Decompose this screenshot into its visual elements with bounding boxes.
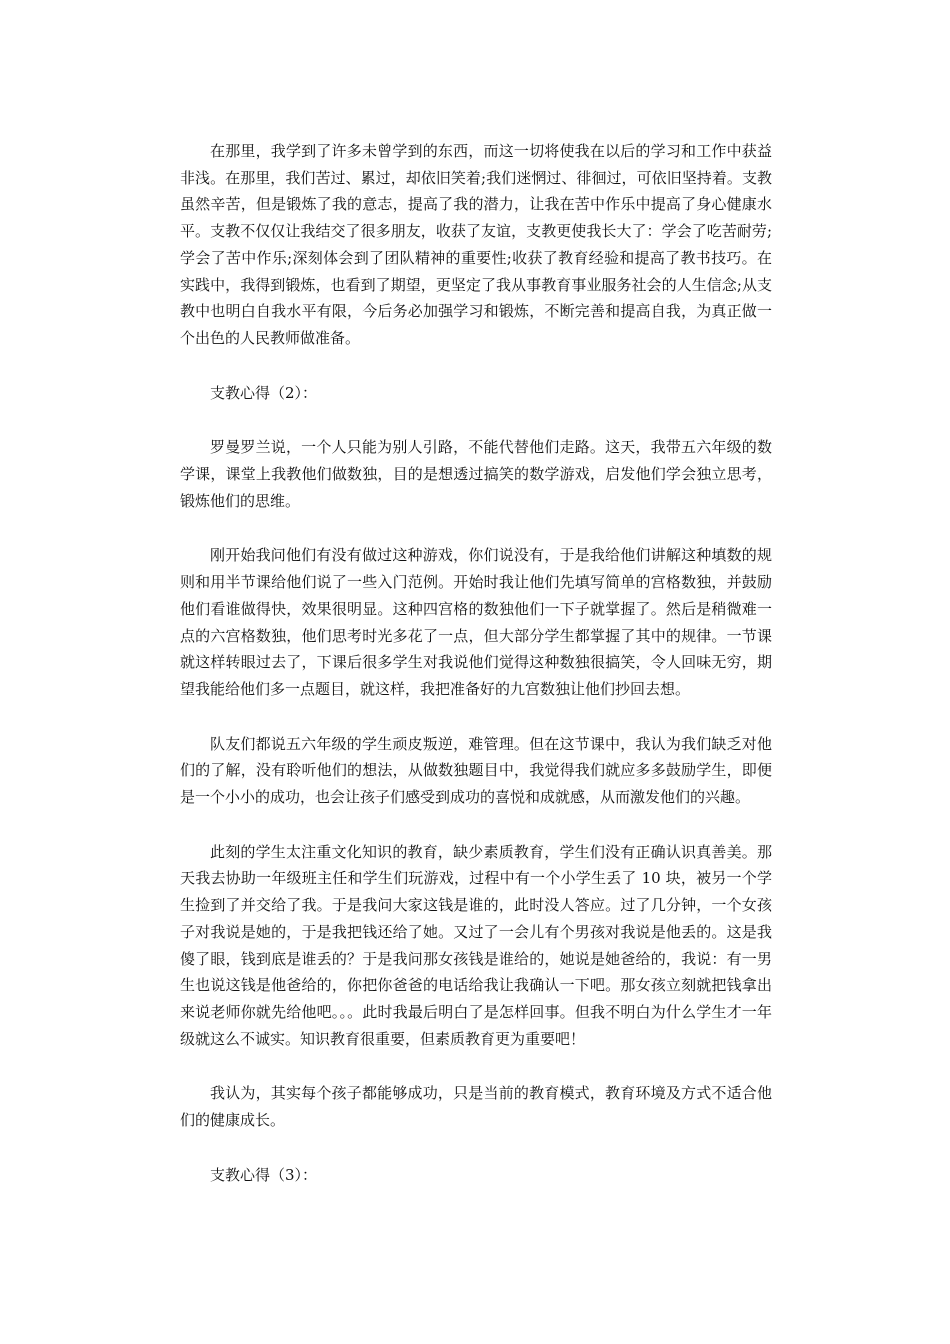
- paragraph-encourage-students: 队友们都说五六年级的学生顽皮叛逆，难管理。但在这节课中，我认为我们缺乏对他们的了解，没有聆听他们的想法，从做数独题目中，我觉得我们就应多多鼓励学生，即便是一个小小的成功，也会让孩子们感受到成功的喜悦和成就感，从而激发他们的兴趣。: [180, 734, 772, 807]
- paragraph-honesty-story: 此刻的学生太注重文化知识的教育，缺少素质教育，学生们没有正确认识真善美。那天我去协助一年级班主任和学生们玩游戏，过程中有一个小学生丢了 10 块，被另一个学生捡到了并交给了我。于是我问大家这钱是谁的，此时没人答应。过了几分钟，一个女孩子对我说是她的，于是我把钱还给了她。又过了一会儿有个男孩对我说是他丢的。这是我傻了眼，钱到底是谁丢的？于是我问那女孩钱是谁给的，她说是她爸给的，我说：有一男生也说这钱是他爸给的，你把你爸爸的电话给我让我确认一下吧。那女孩立刻就把钱拿出来说老师你就先给他吧。。。此时我最后明白了是怎样回事。但我不明白为什么学生才一年级就这么不诚实。知识教育很重要，但素质教育更为重要吧！: [180, 842, 772, 1048]
- document-body: [180, 138, 772, 1217]
- paragraph-education-model: 我认为，其实每个孩子都能够成功，只是当前的教育模式，教育环境及方式不适合他们的健康成长。: [180, 1084, 772, 1130]
- paragraph-sudoku-intro: 罗曼罗兰说，一个人只能为别人引路，不能代替他们走路。这天，我带五六年级的数学课，课堂上我教他们做数独，目的是想透过搞笑的数学游戏，启发他们学会独立思考，锻炼他们的思维。: [180, 438, 772, 510]
- section-heading-2: 支教心得（2）：: [210, 383, 318, 402]
- section-heading-3: 支教心得（3）：: [210, 1165, 318, 1184]
- paragraph-sudoku-lesson: 刚开始我问他们有没有做过这种游戏，你们说没有，于是我给他们讲解这种填数的规则和用半节课给他们说了一些入门范例。开始时我让他们先填写简单的宫格数独，并鼓励他们看谁做得快，效果很明显。这种四宫格的数独他们一下子就掌握了。然后是稍微难一点的六宫格数独，他们思考时光多花了一点，但大部分学生都掌握了其中的规律。一节课就这样转眼过去了，下课后很多学生对我说他们觉得这种数独很搞笑，令人回味无穷，期望我能给他们多一点题目，就这样，我把准备好的九宫数独让他们抄回去想。: [180, 546, 772, 698]
- paragraph-reflection-summary: 在那里，我学到了许多未曾学到的东西，而这一切将使我在以后的学习和工作中获益非浅。在那里，我们苦过、累过，却依旧笑着;我们迷惘过、徘徊过，可依旧坚持着。支教虽然辛苦，但是锻炼了我的意志，提高了我的潜力，让我在苦中作乐中提高了身心健康水平。支教不仅仅让我结交了很多朋友，收获了友谊，支教更使我长大了：学会了吃苦耐劳;学会了苦中作乐;深刻体会到了团队精神的重要性;收获了教育经验和提高了教书技巧。在实践中，我得到锻炼，也看到了期望，更坚定了我从事教育事业服务社会的人生信念;从支教中也明白自我水平有限，今后务必加强学习和锻炼，不断完善和提高自我，为真正做一个出色的人民教师做准备。: [180, 142, 772, 347]
